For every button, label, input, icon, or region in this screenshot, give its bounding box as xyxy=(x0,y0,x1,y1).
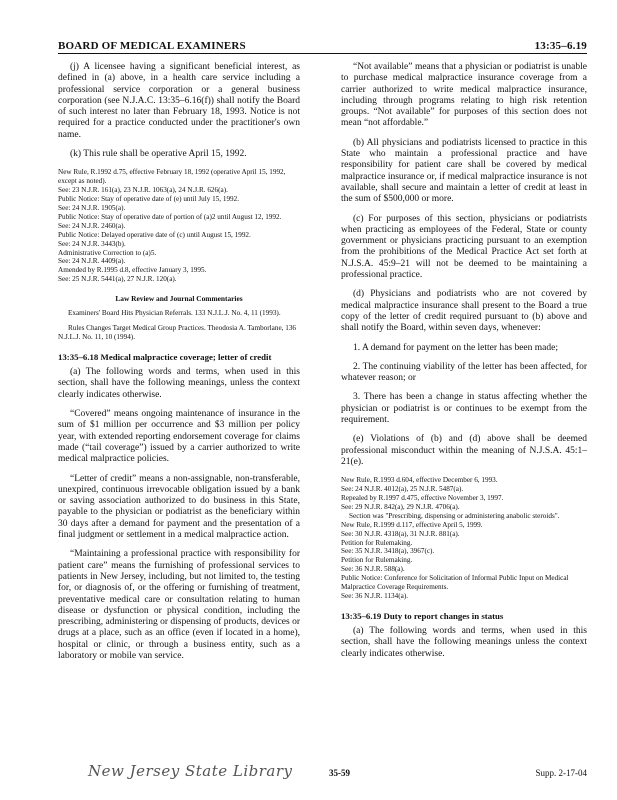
history-line: Petition for Rulemaking. xyxy=(341,538,413,547)
definition-letter-of-credit: “Letter of credit” means a non-assignable, non-transferable, unexpired, continuous irrevocable obligation issued by a bank or saving association authorized to do business in this State, payable to the physician or podiatrist as the beneficiary within 30 days after a demand for payment and the presentation of a final judgment or settlement in a medical malpractice action. xyxy=(58,473,300,541)
history-line: See: 36 N.J.R. 588(a). xyxy=(341,565,405,574)
law-review-entry: Examiners' Board Hits Physician Referrals. 133 N.J.L.J. No. 4, 11 (1993). xyxy=(68,309,281,318)
history-note-6-18 xyxy=(341,476,587,601)
history-line: See: 24 N.J.R. 4409(a). xyxy=(58,257,126,266)
law-review-heading: Law Review and Journal Commentaries xyxy=(115,294,243,304)
header-section: 13:35–6.19 xyxy=(534,40,587,52)
history-line: Administrative Correction to (a)5. xyxy=(58,248,157,257)
definition-covered: “Covered” means ongoing maintenance of insurance in the sum of $1 million per occurrence and $3 million per policy year, with extended reporting endorsement coverage for claims made (“tail coverage”) issued by a carrier authorized to write medical malpractice policies. xyxy=(58,409,300,465)
history-line: Petition for Rulemaking. xyxy=(341,556,413,565)
header-title: BOARD OF MEDICAL EXAMINERS xyxy=(58,40,246,52)
paragraph-d-1: 1. A demand for payment on the letter has been made; xyxy=(353,342,558,353)
paragraph-j: (j) A licensee having a significant beneficial interest, as defined in (a) above, in a health care service including a professional service corporation or a general business corporation (see N.J.A.C. 13:35–6.16(f)) shall notify the Board of such interest no later than February 18, 1993. Notice is not required for a practice conducted under the practitioner's own name. xyxy=(58,62,300,140)
paragraph-a-6-19: (a) The following words and terms, when used in this section, shall have the following meanings unless the context clearly indicates otherwise. xyxy=(341,626,587,659)
history-line: See: 35 N.J.R. 3418(a), 3967(c). xyxy=(341,547,435,556)
paragraph-b: (b) All physicians and podiatrists licensed to practice in this State who maintain a professional practice and have responsibility for patient care shall be covered by medical malpractice insurance or, if medical malpractice insurance is not available, shall secure and maintain a letter of credit at least in the sum of $500,000 or more. xyxy=(341,137,587,205)
history-line: Repealed by R.1997 d.475, effective November 3, 1997. xyxy=(341,494,504,503)
section-heading-6-18: 13:35–6.18 Medical malpractice coverage; letter of credit xyxy=(58,351,272,362)
library-watermark-logo: New Jersey State Library xyxy=(88,762,293,780)
paragraph-e: (e) Violations of (b) and (d) above shall be deemed professional misconduct within the meaning of N.J.S.A. 45:1–21(e). xyxy=(341,434,587,467)
history-line: See: 24 N.J.R. 3443(b). xyxy=(58,239,126,248)
running-header xyxy=(58,36,587,52)
history-line: New Rule, R.1992 d.75, effective February 18, 1992 (operative April 15, 1992, except as noted). xyxy=(58,168,286,186)
paragraph-a: (a) The following words and terms, when used in this section, shall have the following meanings, unless the context clearly indicates otherwise. xyxy=(58,367,300,400)
history-line: See: 25 N.J.R. 5441(a), 27 N.J.R. 120(a). xyxy=(58,275,177,284)
page-footer xyxy=(58,762,587,784)
history-line: New Rule, R.1993 d.604, effective December 6, 1993. xyxy=(341,476,498,485)
paragraph-d-3: 3. There has been a change in status affecting whether the physician or podiatrist is or continues to be exempt from the requirement. xyxy=(341,392,587,426)
history-line: See: 24 N.J.R. 2460(a). xyxy=(58,221,126,230)
paragraph-d-2: 2. The continuing viability of the letter has been affected, for whatever reason; or xyxy=(341,361,587,384)
right-column xyxy=(341,62,587,660)
history-line: See: 29 N.J.R. 842(a), 29 N.J.R. 4706(a). xyxy=(341,502,460,511)
section-heading-6-19: 13:35–6.19 Duty to report changes in status xyxy=(341,610,504,621)
history-line: Amended by R.1995 d.8, effective January 3, 1995. xyxy=(58,266,207,275)
header-rule xyxy=(58,53,587,54)
left-column xyxy=(58,62,300,662)
history-line: New Rule, R.1999 d.117, effective April 5, 1999. xyxy=(341,520,483,529)
paragraph-k: (k) This rule shall be operative April 15, 1992. xyxy=(70,149,247,160)
definition-not-available: “Not available” means that a physician or podiatrist is unable to purchase medical malpractice insurance coverage from a carrier authorized to write medical malpractice insurance, including through programs relating to high risk retention groups. “Not available” for purposes of this section does not mean “not affordable.” xyxy=(341,62,587,129)
supplement-date: Supp. 2-17-04 xyxy=(535,768,587,778)
history-line: Public Notice: Stay of operative date of (e) until July 15, 1992. xyxy=(58,195,240,204)
history-line: See: 24 N.J.R. 4012(a), 25 N.J.R. 5487(a). xyxy=(341,485,464,494)
history-line: Public Notice: Delayed operative date of (c) until August 15, 1992. xyxy=(58,230,251,239)
history-line: Public Notice: Stay of operative date of portion of (a)2 until August 12, 1992. xyxy=(58,212,282,221)
history-line: See: 36 N.J.R. 1134(a). xyxy=(341,591,409,600)
paragraph-d: (d) Physicians and podiatrists who are not covered by medical malpractice insurance shall present to the Board a true copy of the letter of credit required pursuant to (b) above and shall notify the Board, within seven days, whenever: xyxy=(341,289,587,334)
paragraph-c: (c) For purposes of this section, physicians or podiatrists when practicing as employees of the Federal, State or county government or physicians practicing pursuant to an exemption from the prohibitions of the Medical Practice Act set forth at N.J.S.A. 45:9–21 will not be deemed to be maintaining a professional practice. xyxy=(341,213,587,281)
history-note-6-17 xyxy=(58,168,300,284)
history-line: Public Notice: Conference for Solicitation of Informal Public Input on Medical Malpractice Coverage Requirements. xyxy=(341,574,569,592)
history-line: See: 23 N.J.R. 161(a), 23 N.J.R. 1063(a), 24 N.J.R. 626(a). xyxy=(58,186,228,195)
history-line: Section was "Prescribing, dispensing or administering anabolic steroids". xyxy=(349,511,560,520)
page-number: 35-59 xyxy=(329,768,350,778)
definition-maintaining-practice: “Maintaining a professional practice with responsibility for patient care” means the furnishing of professional services to patients in New Jersey, including, but not limited to, the testing for, or diagnosis of, or the offering or furnishing of treatment, preventative medical care or consultation relating to human disease or dysfunction or physical condition, including the prescribing, administering or dispensing of products, devices or drugs at a place, such as an office (even if located in a home), hospital or clinic, or through a business entity, such as a laboratory or mobile van service. xyxy=(58,549,300,661)
history-line: See: 30 N.J.R. 4318(a), 31 N.J.R. 881(a). xyxy=(341,529,460,538)
history-line: See: 24 N.J.R. 1905(a). xyxy=(58,204,126,212)
law-review-entry: Rules Changes Target Medical Group Practices. Theodosia A. Tamborlane, 136 N.J.L.J. No. 11, 10 (1994). xyxy=(58,324,297,341)
